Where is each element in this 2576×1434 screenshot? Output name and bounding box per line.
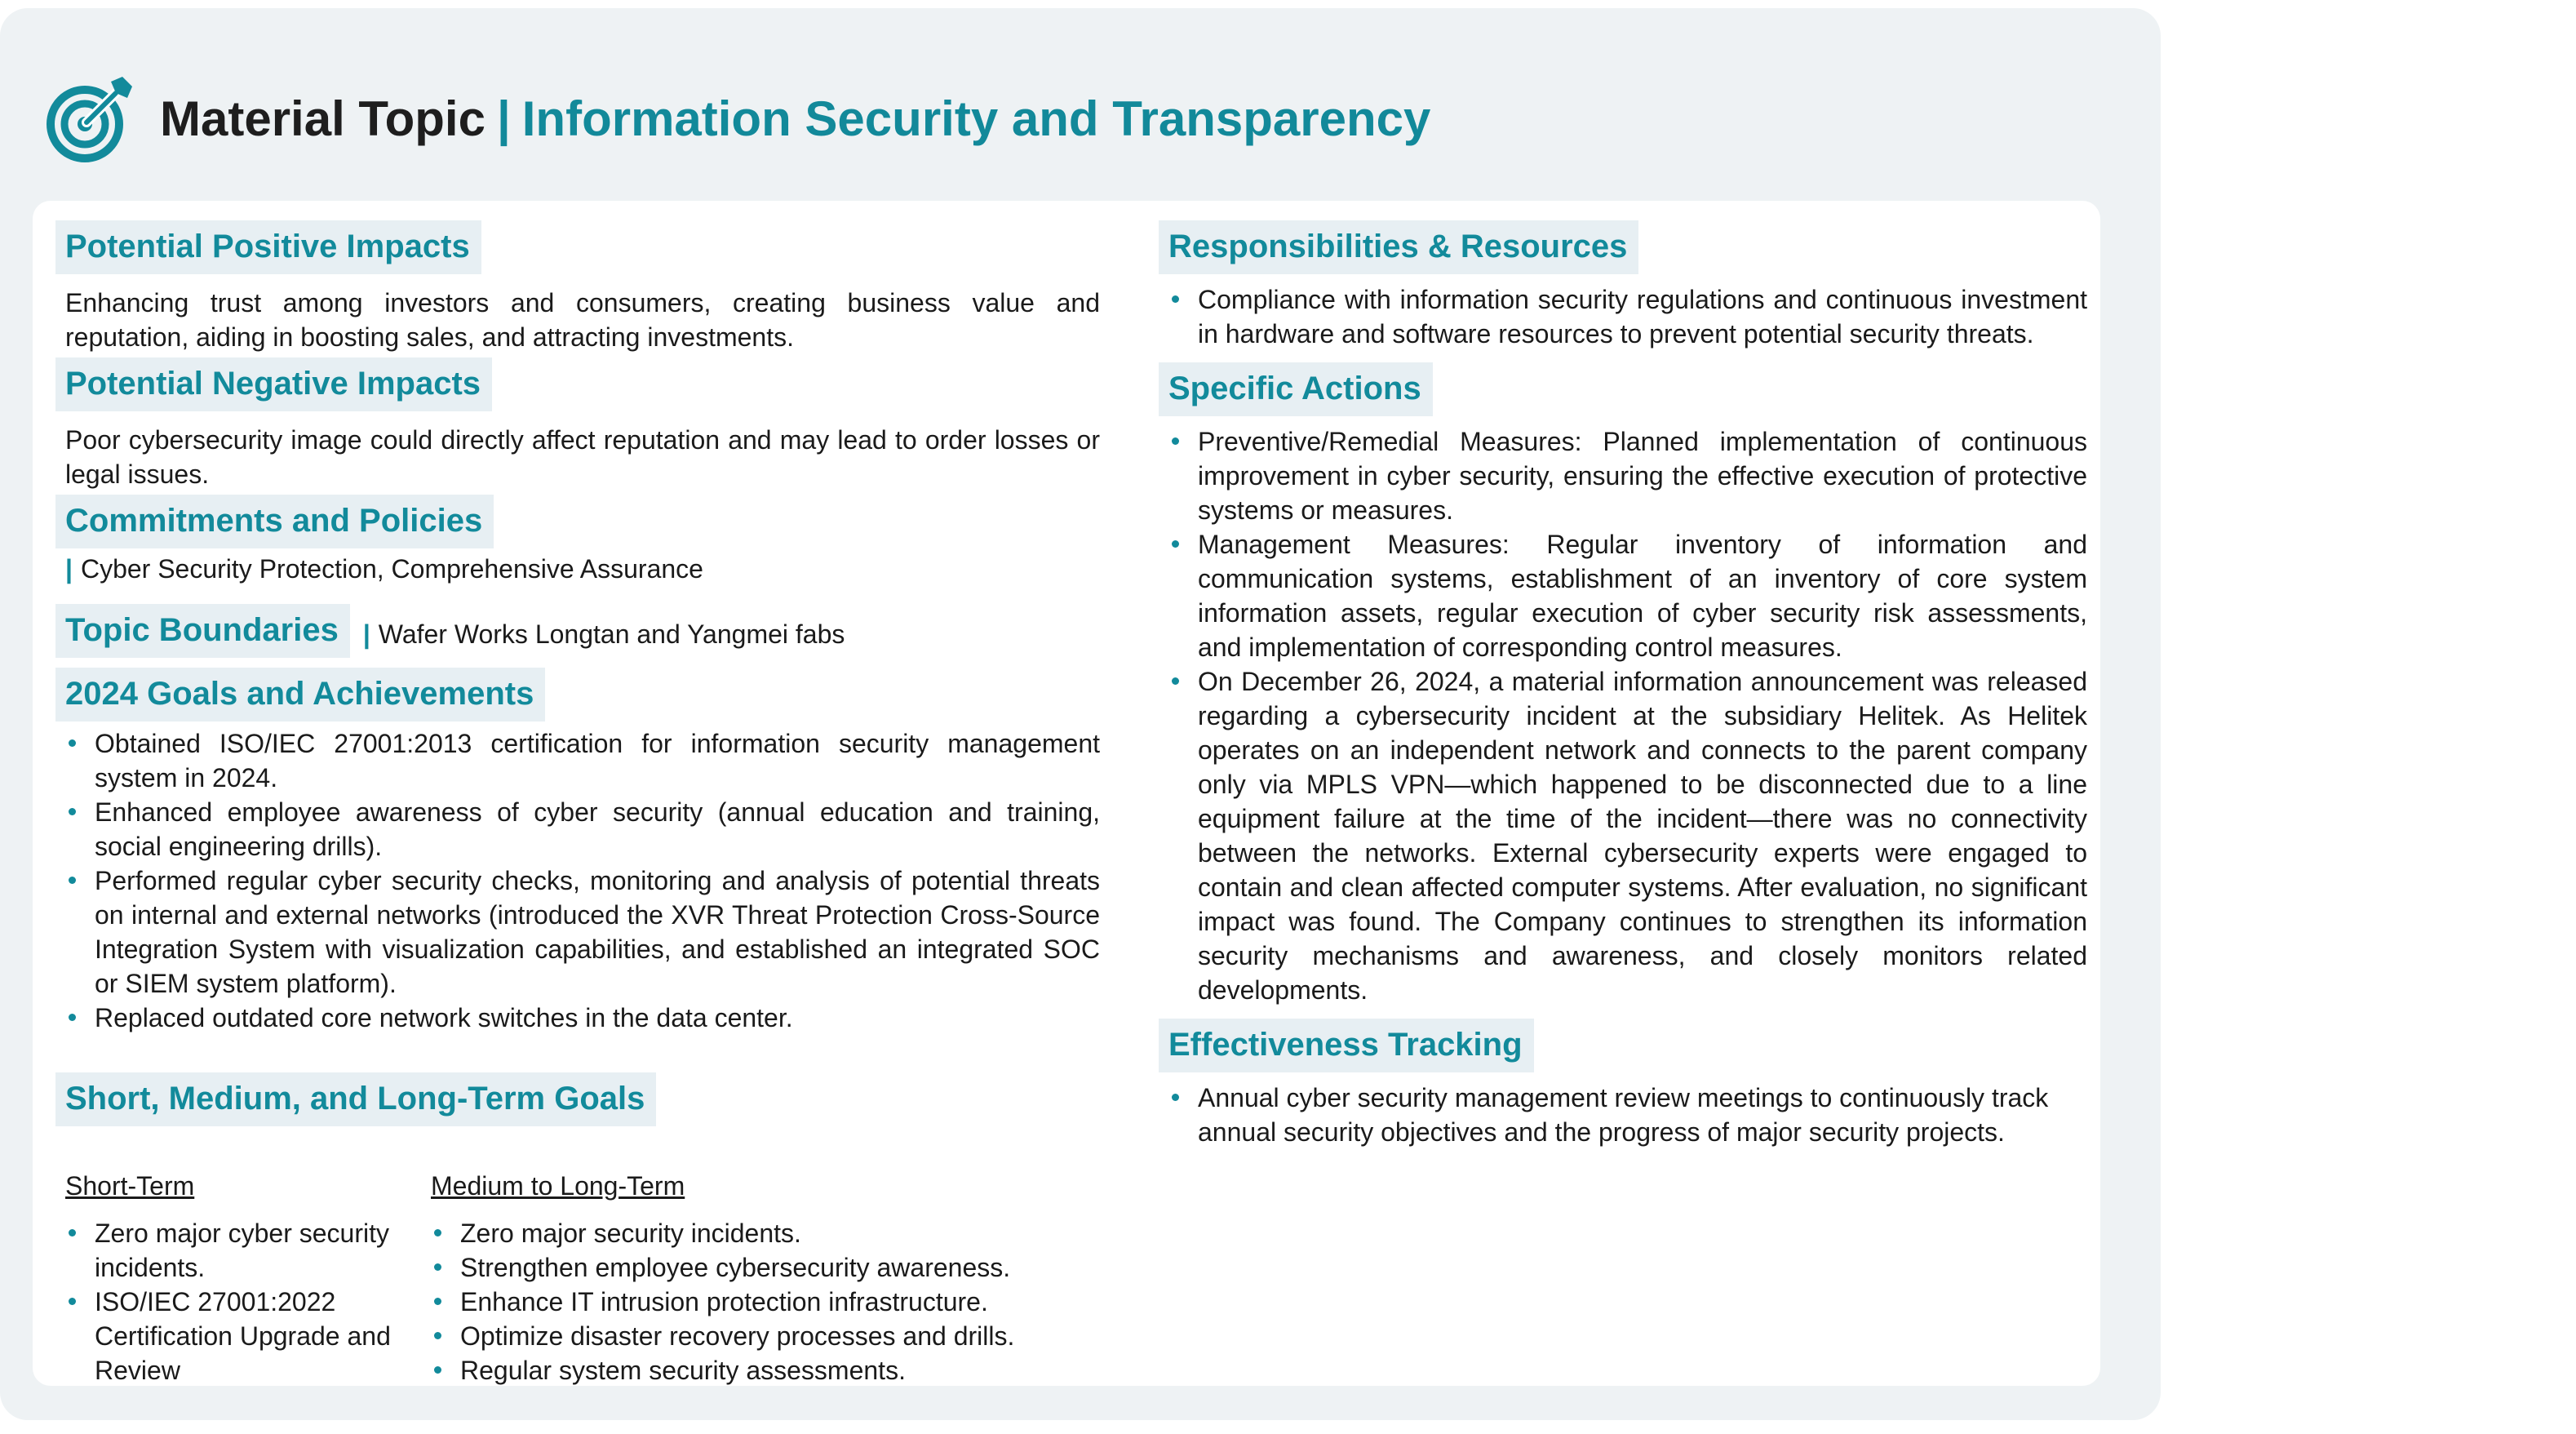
list-item: Enhanced employee awareness of cyber security (annual education and training, social engineering drills). (65, 795, 1100, 864)
effectiveness-tracking-heading: Effectiveness Tracking (1159, 1019, 1534, 1072)
title-topic: Information Security and Transparency (521, 91, 1431, 146)
goals-2024-heading: 2024 Goals and Achievements (55, 668, 545, 721)
page-title (160, 91, 1430, 147)
list-item: Regular system security assessments. (431, 1353, 1090, 1387)
responsibilities-heading: Responsibilities & Resources (1159, 220, 1638, 274)
boundaries-heading: Topic Boundaries (55, 604, 350, 658)
list-item: Performed regular cyber security checks, monitoring and analysis of potential threats on internal and external networks (introduced the XVR Threat Protection Cross-Source Integration System with visualization capabilities, and established an integrated SOC or SIEM system platform). (65, 864, 1100, 1001)
negative-impacts-heading: Potential Negative Impacts (55, 357, 492, 411)
topic-panel (0, 8, 2161, 1420)
positive-impacts-heading: Potential Positive Impacts (55, 220, 481, 274)
goals-2024-list (55, 726, 1100, 1035)
commitments-row (65, 552, 1100, 586)
left-column (55, 220, 1100, 1387)
commitments-heading: Commitments and Policies (55, 495, 494, 548)
list-item: Management Measures: Regular inventory of information and communication systems, establishment of an inventory of core system information assets, regular execution of cyber security risk assessments, and implementation of corresponding control measures. (1168, 527, 2087, 664)
negative-impacts-text: Poor cybersecurity image could directly affect reputation and may lead to order losses or legal issues. (65, 425, 1100, 489)
long-term-column (421, 1169, 1090, 1387)
list-item: Enhance IT intrusion protection infrastructure. (431, 1285, 1090, 1319)
boundaries-value (363, 619, 845, 650)
pipe-marker: | (65, 554, 73, 584)
list-item: Obtained ISO/IEC 27001:2013 certification for information security management system in 2024. (65, 726, 1100, 795)
boundaries-text: Wafer Works Longtan and Yangmei fabs (378, 619, 845, 649)
responsibilities-list (1159, 282, 2087, 351)
long-term-label: Medium to Long-Term (431, 1171, 685, 1201)
list-item: Compliance with information security regulations and continuous investment in hardware and software resources to prevent potential security threats. (1168, 282, 2087, 351)
short-term-column (55, 1169, 421, 1387)
long-term-list (421, 1216, 1090, 1387)
target-icon (46, 73, 135, 163)
effectiveness-tracking-list (1159, 1081, 2087, 1149)
specific-actions-list (1159, 424, 2087, 1007)
right-column (1159, 220, 2087, 1149)
commitments-text: Cyber Security Protection, Comprehensive Assurance (80, 554, 703, 584)
specific-actions-heading: Specific Actions (1159, 362, 1433, 416)
list-item: Optimize disaster recovery processes and drills. (431, 1319, 1090, 1353)
positive-impacts-text: Enhancing trust among investors and consumers, creating business value and reputation, aiding in boosting sales, and attracting investments. (65, 288, 1100, 352)
list-item: ISO/IEC 27001:2022 Certification Upgrade and Review (65, 1285, 421, 1387)
header (46, 65, 1430, 171)
short-term-label: Short-Term (65, 1171, 195, 1201)
short-term-list (55, 1216, 421, 1387)
list-item: Replaced outdated core network switches in the data center. (65, 1001, 1100, 1035)
list-item: Zero major security incidents. (431, 1216, 1090, 1250)
list-item: Preventive/Remedial Measures: Planned implementation of continuous improvement in cyber security, ensuring the effective execution of protective systems or measures. (1168, 424, 2087, 527)
content-card (33, 201, 2100, 1386)
term-goals-columns (55, 1169, 1100, 1387)
list-item: Strengthen employee cybersecurity awareness. (431, 1250, 1090, 1285)
pipe-marker: | (362, 619, 370, 649)
title-separator: | (496, 91, 511, 146)
list-item: Annual cyber security management review meetings to continuously track annual security objectives and the progress of major security projects. (1168, 1081, 2055, 1149)
boundaries-row (55, 604, 1100, 658)
list-item: Zero major cyber security incidents. (65, 1216, 421, 1285)
title-main: Material Topic (160, 91, 485, 146)
list-item: On December 26, 2024, a material information announcement was released regarding a cybersecurity incident at the subsidiary Helitek. As Helitek operates on an independent network and connects to the parent company only via MPLS VPN—which happened to be disconnected due to a line equipment failure at the time of the incident—there was no connectivity between the networks. External cybersecurity experts were engaged to contain and clean affected computer systems. After evaluation, no significant impact was found. The Company continues to strengthen its information security mechanisms and awareness, and closely monitors related developments. (1168, 664, 2087, 1007)
term-goals-heading: Short, Medium, and Long-Term Goals (55, 1072, 656, 1126)
